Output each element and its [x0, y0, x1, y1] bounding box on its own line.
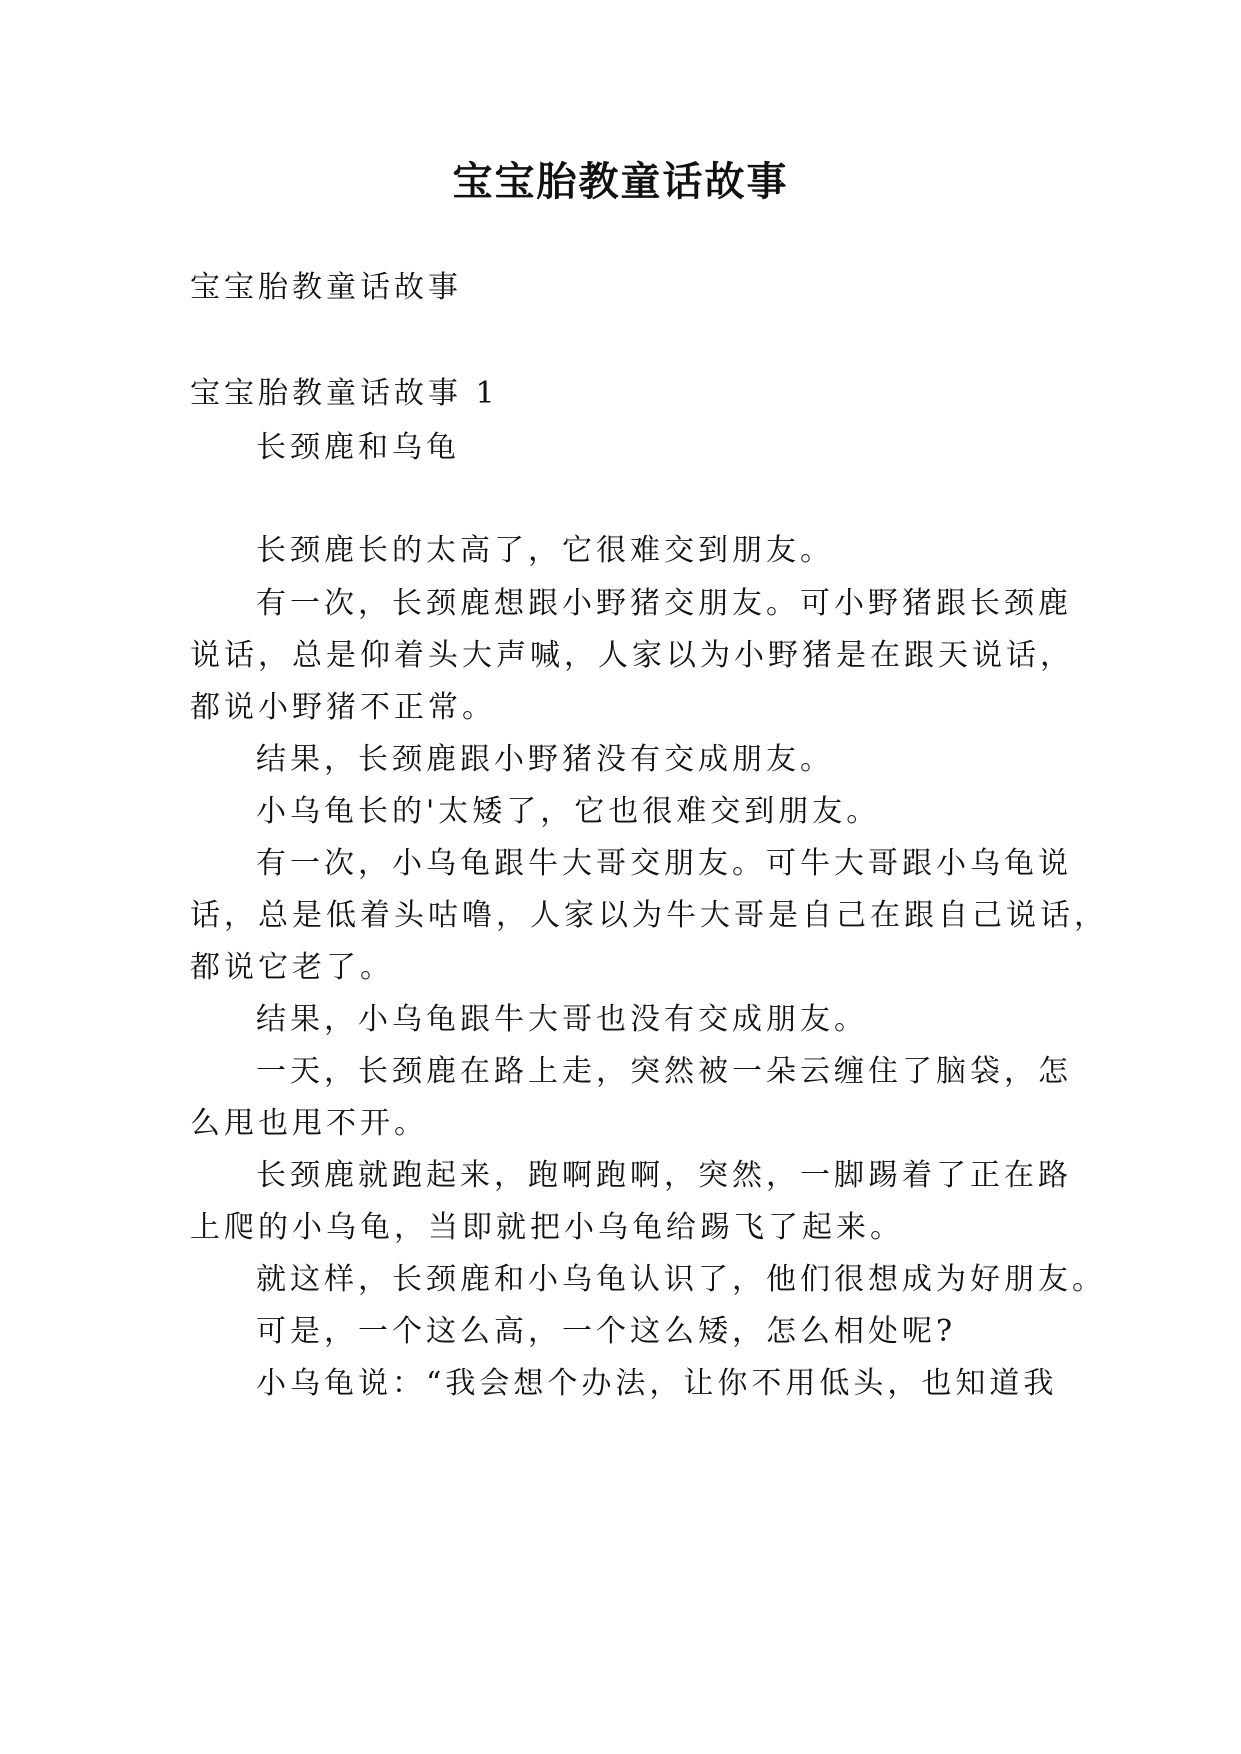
paragraph-line: 可是，一个这么高，一个这么矮，怎么相处呢?: [256, 1314, 957, 1349]
paragraph-line: 么甩也甩不开。: [190, 1106, 428, 1141]
document-title: 宝宝胎教童话故事: [452, 158, 789, 205]
section-heading: 宝宝胎教童话故事 1: [190, 376, 499, 411]
paragraph-line: 话，总是低着头咕噜，人家以为牛大哥是自己在跟自己说话，: [190, 898, 1108, 933]
paragraph-line: 长颈鹿长的太高了，它很难交到朋友。: [256, 533, 834, 568]
paragraph-line: 一天，长颈鹿在路上走，突然被一朵云缠住了脑袋，怎: [256, 1054, 1072, 1089]
paragraph-line: 结果，长颈鹿跟小野猪没有交成朋友。: [256, 742, 834, 777]
paragraph-line: 上爬的小乌龟，当即就把小乌龟给踢飞了起来。: [190, 1210, 904, 1245]
paragraph-line: 小乌龟长的'太矮了，它也很难交到朋友。: [256, 794, 881, 829]
paragraph-line: 长颈鹿就跑起来，跑啊跑啊，突然，一脚踢着了正在路: [256, 1158, 1072, 1193]
paragraph-line: 都说小野猪不正常。: [190, 690, 496, 725]
paragraph-line: 都说它老了。: [190, 950, 394, 985]
paragraph-line: 小乌龟说：“我会想个办法，让你不用低头，也知道我: [256, 1366, 1058, 1401]
document-subtitle: 宝宝胎教童话故事: [190, 270, 462, 305]
paragraph-line: 结果，小乌龟跟牛大哥也没有交成朋友。: [256, 1002, 868, 1037]
paragraph-line: 就这样，长颈鹿和小乌龟认识了，他们很想成为好朋友。: [256, 1262, 1106, 1297]
paragraph-line: 说话，总是仰着头大声喊，人家以为小野猪是在跟天说话，: [190, 638, 1074, 673]
paragraph-line: 有一次，长颈鹿想跟小野猪交朋友。可小野猪跟长颈鹿: [256, 586, 1072, 621]
paragraph-line: 有一次，小乌龟跟牛大哥交朋友。可牛大哥跟小乌龟说: [256, 846, 1072, 881]
story-title: 长颈鹿和乌龟: [256, 430, 460, 465]
